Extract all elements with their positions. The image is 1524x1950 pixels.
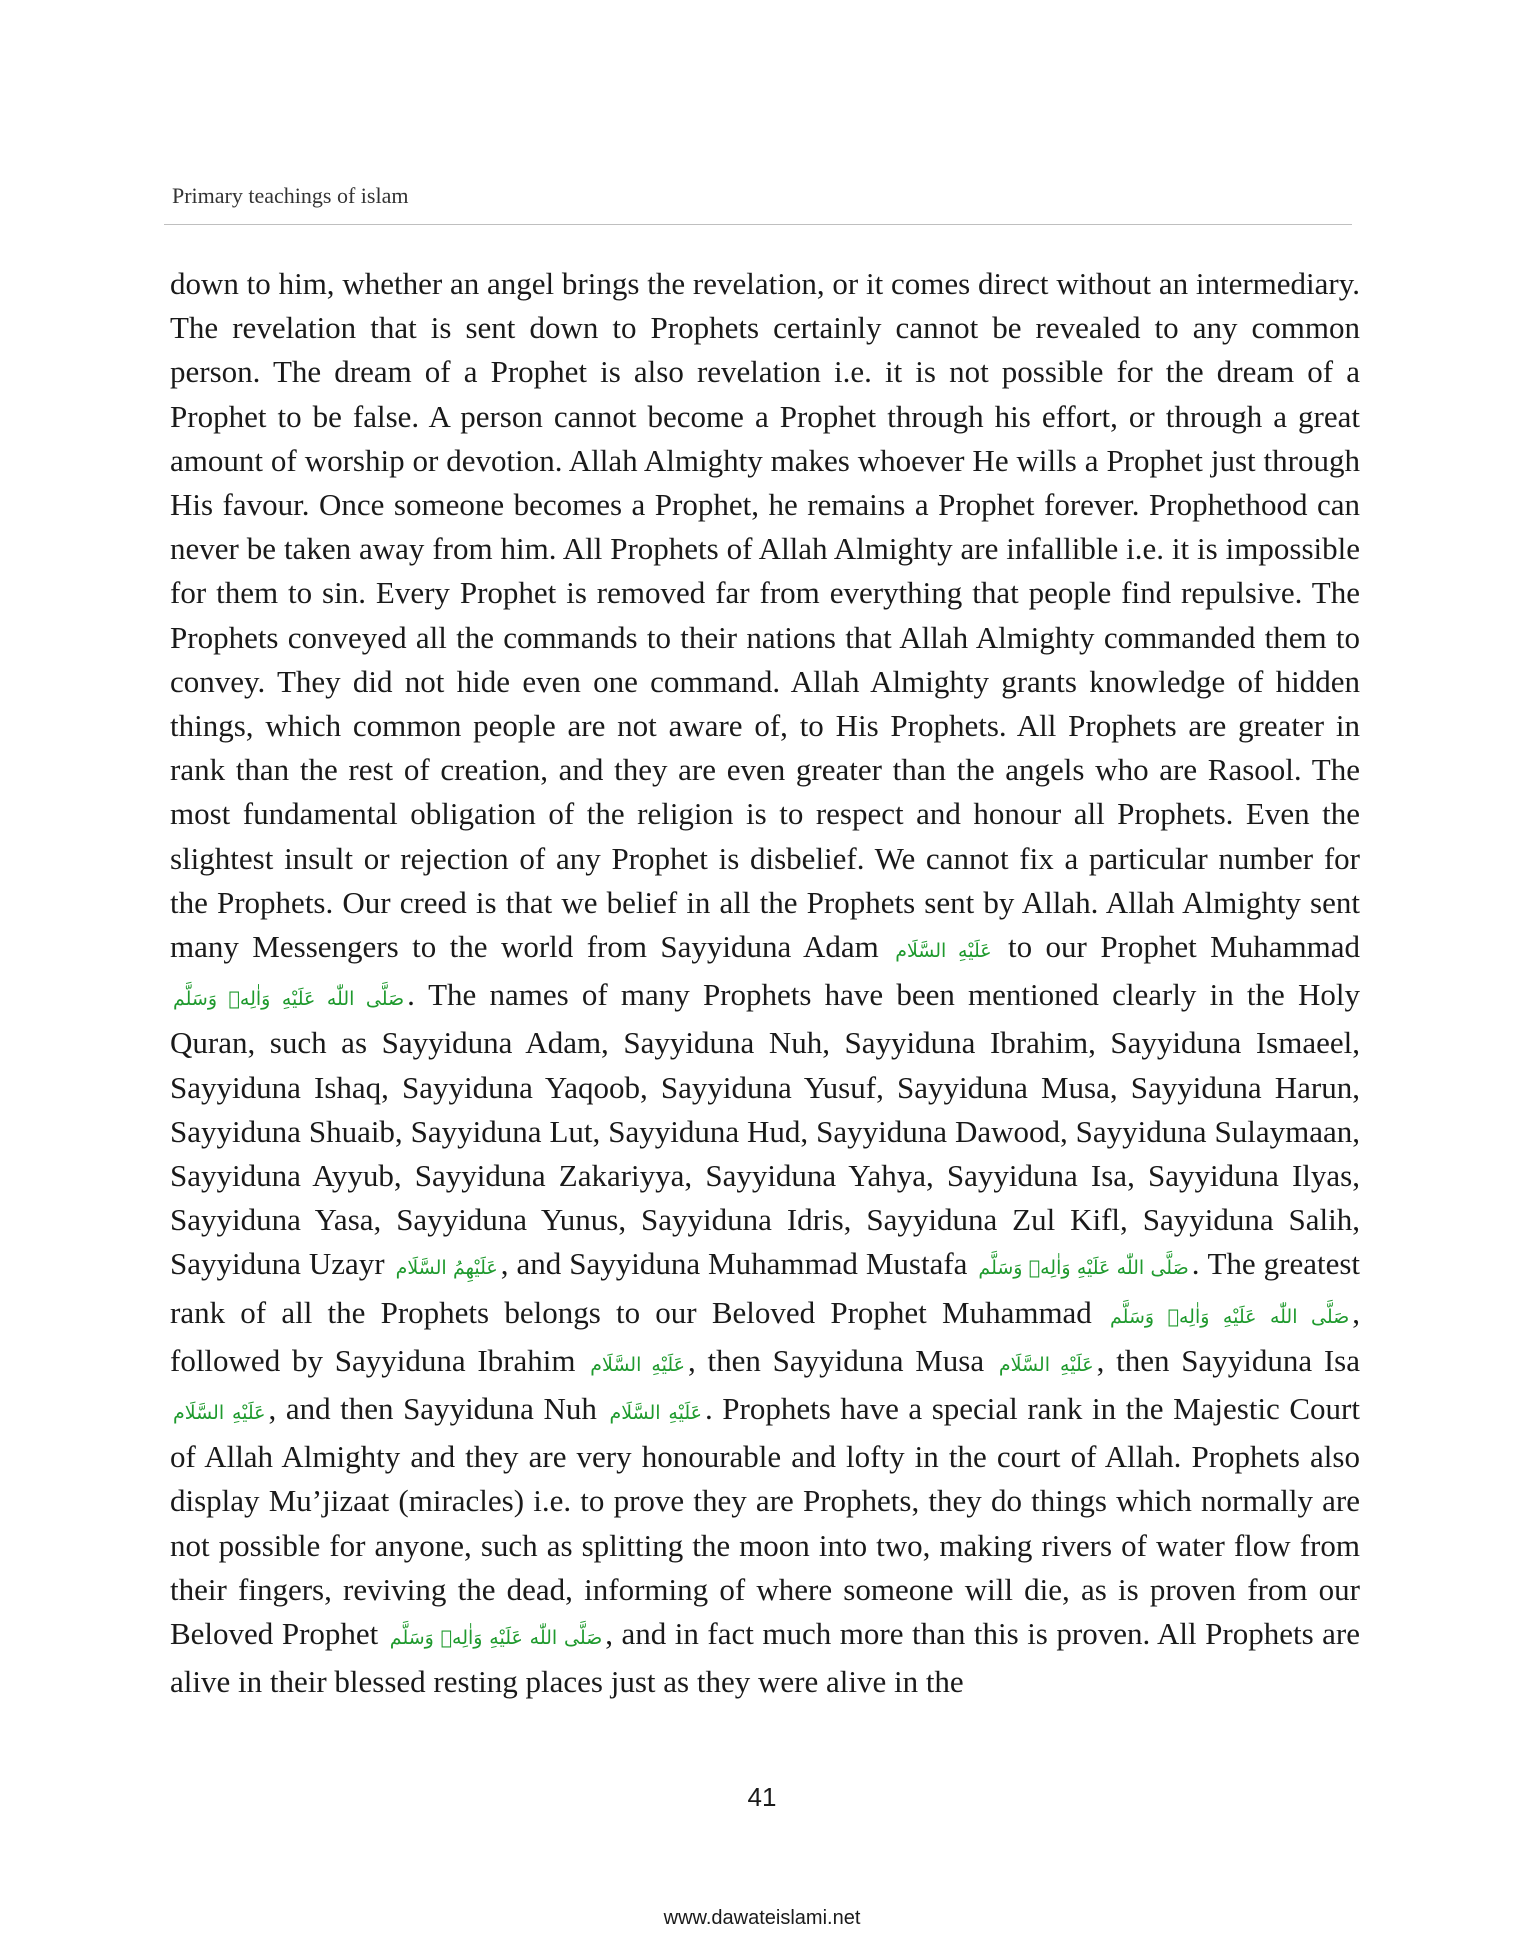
header-divider — [164, 224, 1352, 225]
honorific-alayhis-salam: عَلَيْهِ السَّلَام — [173, 1402, 266, 1425]
running-header: Primary teachings of islam — [172, 183, 409, 208]
footer-url: www.dawateislami.net — [663, 1907, 861, 1929]
honorific-salallahu-alayhi-wasallam: صَلَّى اللّٰه عَلَيْهِ وَاٰلِهٖ وَسَلَّم — [978, 1257, 1189, 1280]
text-segment: . Prophets have a special rank in the Majestic Court of Allah Almighty and they are very honourable and lofty in the court of Allah. Prophets also display Mu’jizaat (miracles) i.e. to prove they are Prophets, they do things which normally are not possible for anyone, such as splitting the moon into two, making rivers of water flow from their fingers, reviving the dead, informing of where someone will die, as is proven from our Beloved Prophet — [170, 1391, 1360, 1652]
honorific-alayhis-salam: عَلَيْهِ السَّلَام — [998, 1353, 1094, 1376]
honorific-salallahu-alayhi-wasallam: صَلَّى اللّٰه عَلَيْهِ وَاٰلِهٖ وَسَلَّم — [173, 988, 405, 1011]
body-paragraph — [170, 262, 1360, 1705]
honorific-salallahu-alayhi-wasallam: صَلَّى اللّٰه عَلَيْهِ وَاٰلِهٖ وَسَلَّم — [389, 1627, 603, 1650]
honorific-alayhimus-salam: عَلَيْهِمُ السَّلَام — [395, 1257, 498, 1280]
text-segment: , followed by Sayyiduna Ibrahim — [170, 1294, 1361, 1378]
text-segment: , and then Sayyiduna Nuh — [268, 1391, 597, 1427]
text-segment: , then Sayyiduna Isa — [1096, 1342, 1361, 1378]
text-segment: , and in fact much more than this is proven. All Prophets are alive in their blessed resting places just as they were alive in the — [170, 1616, 1361, 1700]
honorific-alayhis-salam: عَلَيْهِ السَّلَام — [895, 940, 992, 963]
text-segment: . The names of many Prophets have been mentioned clearly in the Holy Quran, such as Sayyiduna Adam, Sayyiduna Nuh, Sayyiduna Ibrahim, Sayyiduna Ismaeel, Sayyiduna Ishaq, Sayyiduna Yaqoob, Sayyiduna Yusuf, Sayyiduna Musa, Sayyiduna Harun, Sayyiduna Shuaib, Sayyiduna Lut, Sayyiduna Hud, Sayyiduna Dawood, Sayyiduna Sulaymaan, Sayyiduna Ayyub, Sayyiduna Zakariyya, Sayyiduna Yahya, Sayyiduna Isa, Sayyiduna Ilyas, Sayyiduna Yasa, Sayyiduna Yunus, Sayyiduna Idris, Sayyiduna Zul Kifl, Sayyiduna Salih, Sayyiduna Uzayr — [170, 977, 1360, 1282]
page-number: 41 — [747, 1782, 777, 1812]
honorific-salallahu-alayhi-wasallam: صَلَّى اللّٰه عَلَيْهِ وَاٰلِهٖ وَسَلَّم — [1110, 1305, 1350, 1328]
text-segment: , then Sayyiduna Musa — [687, 1342, 985, 1378]
honorific-alayhis-salam: عَلَيْهِ السَّلَام — [590, 1353, 685, 1376]
text-segment: to our Prophet Muhammad — [1008, 929, 1360, 965]
text-segment: . The greatest rank of all the Prophets belongs to our Beloved Prophet Muhammad — [170, 1246, 1361, 1330]
honorific-alayhis-salam: عَلَيْهِ السَّلَام — [609, 1402, 702, 1425]
text-segment: down to him, whether an angel brings the revelation, or it comes direct without an intermediary. The revelation that is sent down to Prophets certainly cannot be revealed to any common person. The dream of a Prophet is also revelation i.e. it is not possible for the dream of a Prophet to be false. A person cannot become a Prophet through his effort, or through a great amount of worship or devotion. Allah Almighty makes whoever He wills a Prophet just through His favour. Once someone becomes a Prophet, he remains a Prophet forever. Prophethood can never be taken away from him. All Prophets of Allah Almighty are infallible i.e. it is impossible for them to sin. Every Prophet is removed far from everything that people find repulsive. The Prophets conveyed all the commands to their nations that Allah Almighty commanded them to convey. They did not hide even one command. Allah Almighty grants knowledge of hidden things, which common people are not aware of, to His Prophets. All Prophets are greater in rank than the rest of creation, and they are even greater than the angels who are Rasool. The most fundamental obligation of the religion is to respect and honour all Prophets. Even the slightest insult or rejection of any Prophet is disbelief. We cannot fix a particular number for the Prophets. Our creed is that we belief in all the Prophets sent by Allah. Allah Almighty sent many Messengers to the world from Sayyiduna Adam — [170, 266, 1360, 965]
text-segment: , and Sayyiduna Muhammad Mustafa — [500, 1246, 968, 1282]
